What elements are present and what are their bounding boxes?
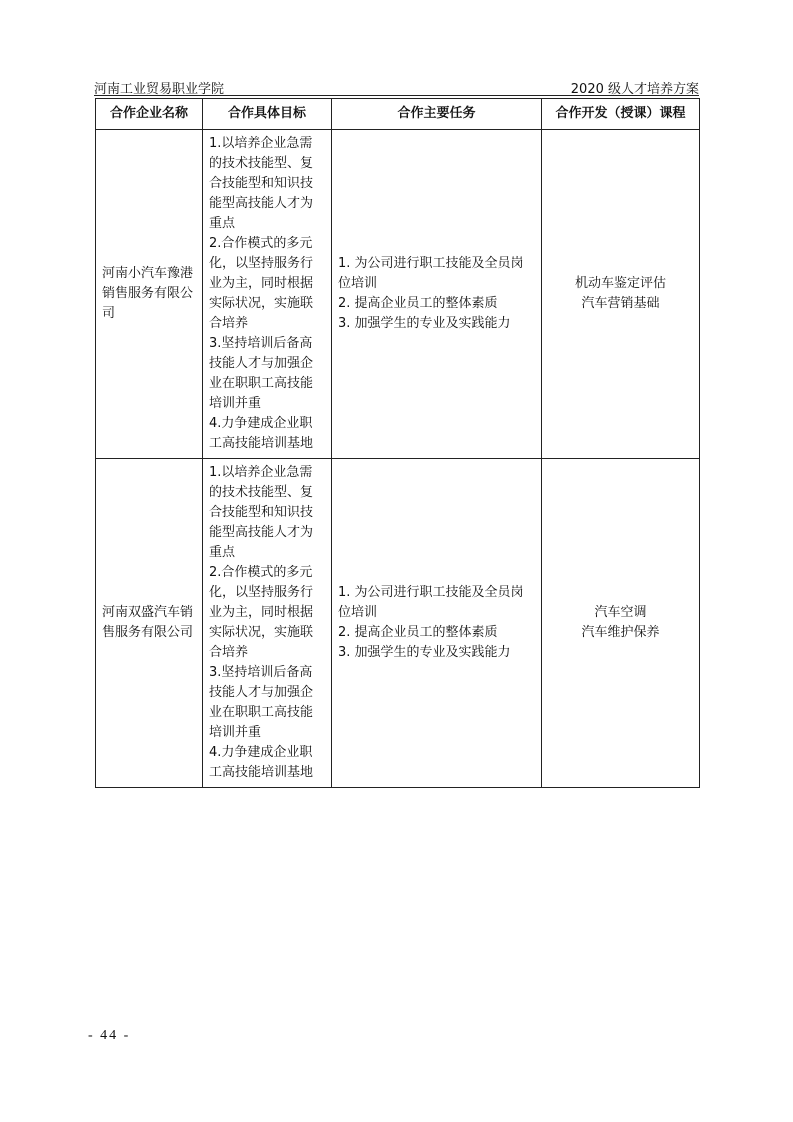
- task-item: 1. 为公司进行职工技能及全员岗位培训: [338, 585, 524, 620]
- task-item: 1. 为公司进行职工技能及全员岗位培训: [338, 256, 524, 291]
- course-item: 汽车维护保养: [581, 625, 660, 640]
- company-name-cell: 河南小汽车豫港销售服务有限公司: [96, 130, 203, 459]
- header-document-title: 2020 级人才培养方案: [570, 82, 699, 97]
- column-header-goals: 合作具体目标: [203, 99, 332, 130]
- goal-item: 4.力争建成企业职工高技能培训基地: [209, 745, 314, 780]
- company-name-cell: 河南双盛汽车销售服务有限公司: [96, 459, 203, 788]
- page-number: - 44 -: [88, 1028, 131, 1043]
- goal-item: 2.合作模式的多元化，以坚持服务行业为主，同时根据实际状况，实施联合培养: [209, 236, 314, 331]
- header-divider: [94, 95, 699, 96]
- goal-item: 2.合作模式的多元化，以坚持服务行业为主，同时根据实际状况，实施联合培养: [209, 565, 314, 660]
- task-item: 3. 加强学生的专业及实践能力: [338, 645, 511, 660]
- goals-cell: [203, 459, 332, 788]
- column-header-tasks: 合作主要任务: [332, 99, 542, 130]
- column-header-company: 合作企业名称: [96, 99, 203, 130]
- goals-cell: [203, 130, 332, 459]
- courses-cell: [542, 459, 700, 788]
- goal-item: 1.以培养企业急需的技术技能型、复合技能型和知识技能型高技能人才为重点: [209, 136, 314, 231]
- course-item: 汽车空调: [594, 605, 647, 620]
- tasks-cell: [332, 459, 542, 788]
- goal-item: 3.坚持培训后备高技能人才与加强企业在职职工高技能培训并重: [209, 336, 314, 411]
- table-row: [96, 459, 700, 788]
- tasks-cell: [332, 130, 542, 459]
- goal-item: 4.力争建成企业职工高技能培训基地: [209, 416, 314, 451]
- column-header-courses: 合作开发（授课）课程: [542, 99, 700, 130]
- task-item: 2. 提高企业员工的整体素质: [338, 625, 498, 640]
- task-item: 2. 提高企业员工的整体素质: [338, 296, 498, 311]
- task-item: 3. 加强学生的专业及实践能力: [338, 316, 511, 331]
- goal-item: 1.以培养企业急需的技术技能型、复合技能型和知识技能型高技能人才为重点: [209, 465, 314, 560]
- table-row: [96, 130, 700, 459]
- course-item: 机动车鉴定评估: [574, 276, 666, 291]
- cooperation-table: [95, 98, 700, 788]
- table-header-row: [96, 99, 700, 130]
- goal-item: 3.坚持培训后备高技能人才与加强企业在职职工高技能培训并重: [209, 665, 314, 740]
- courses-cell: [542, 130, 700, 459]
- course-item: 汽车营销基础: [581, 296, 660, 311]
- header-school-name: 河南工业贸易职业学院: [94, 82, 225, 97]
